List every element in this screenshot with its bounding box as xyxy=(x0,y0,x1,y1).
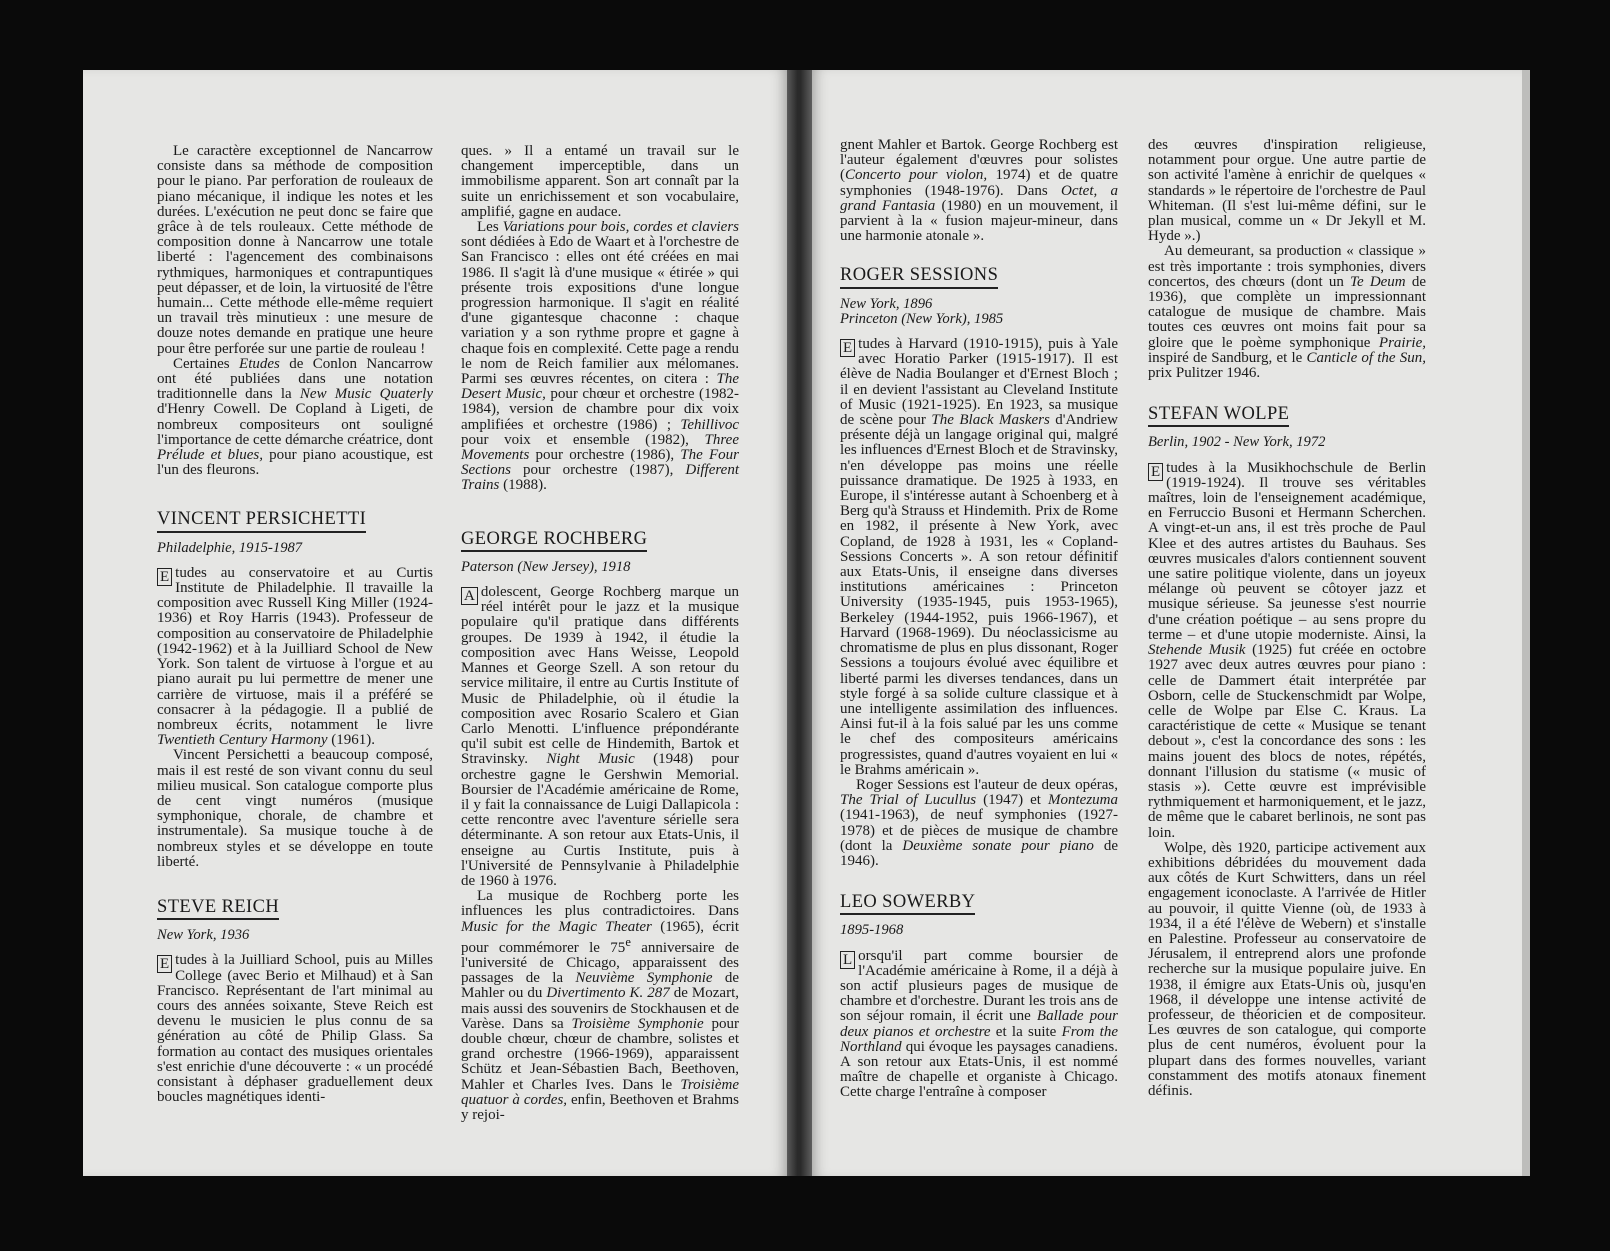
heading-rochberg: GEORGE ROCHBERG xyxy=(461,532,647,552)
left-page xyxy=(83,70,787,1176)
dropcap: E xyxy=(1148,463,1163,481)
heading-sessions: ROGER SESSIONS xyxy=(840,268,998,288)
right-page xyxy=(812,70,1522,1176)
subtitle-persichetti: Philadelphie, 1915-1987 xyxy=(157,539,303,556)
rochberg-continued-paragraph: gnent Mahler et Bartok. George Rochberg est l'auteur également d'œuvres pour solistes (Concerto pour violon, 1974) et de quatre symphonies (1948-1976). Dans Octet, a grand Fantasia (1980) en un mouvement, il parvient à la « fusion majeur-mineur, dans une harmonie atonale ». xyxy=(840,137,1119,245)
page-edge xyxy=(1522,70,1530,1176)
reich-works-paragraph: Les Variations pour bois, cordes et claviers sont dédiées à Edo de Waart et à l'orchestre de San Francisco : elles ont été créées en mai 1986. Il s'agit là d'une musique « étirée » qui présente trois expositions d'une longue progression harmonique. Il s'agit en réalité d'une gigantesque chaconne : chaque variation y a son rythme propre et gagne à chaque fois en complexité. Cette page a rendu le nom de Reich familier aux mélomanes. Parmi ses œuvres récentes, on citera : The Desert Music, pour chœur et orchestre (1982-1984), version de chambre pour dix voix amplifiées et orchestre (1986) ; Tehillivoc pour voix et ensemble (1982), Three Movements pour orchestre (1986), The Four Sections pour orchestre (1987), Different Trains (1988). xyxy=(461,219,739,494)
sowerby-works-paragraph: Au demeurant, sa production « classique » est très importante : trois symphonies, divers concertos, des chœurs (dont un Te Deum de 1936), que complète un impressionnant catalogue de musique de chambre. Mais toutes ces œuvres ont moins fait pour sa gloire que le poème symphonique Prairie, inspiré de Sandburg, et le Canticle of the Sun, prix Pulitzer 1946. xyxy=(1148,243,1426,382)
subtitle-wolpe: Berlin, 1902 - New York, 1972 xyxy=(1148,434,1326,451)
heading-wolpe: STEFAN WOLPE xyxy=(1148,407,1289,427)
right-column-2 xyxy=(1148,138,1426,1099)
right-column-1 xyxy=(840,138,1118,1101)
rochberg-paragraph-1: A dolescent, George Rochberg marque un réel intérêt pour le jazz et la musique populaire qu'il pratique dans différents groupes. De 1939 à 1942, il étudie la composition avec Hans Weisse, Leopold Mannes et George Szell. A son retour du service militaire, il entre au Curtis Institute of Music de Philadelphie, où il étudie la composition avec Rosario Scalero et Gian Carlo Menotti. L'influence prépondérante qu'il subit est celle de Hindemith, Bartok et Stravinsky. Night Music (1948) pour orchestre gagne le Gershwin Memorial. Boursier de l'Académie américaine de Rome, il y fait la connaissance de Luigi Dallapicola : cette rencontre avec l'aventure sérielle sera déterminante. A son retour aux Etats-Unis, il enseigne au Curtis Institute, puis à l'Université de Pennsylvanie à Philadelphie de 1960 à 1976. xyxy=(461,584,739,889)
subtitle-sessions-birth: New York, 1896 xyxy=(840,295,933,312)
left-column-2 xyxy=(461,144,739,1123)
subtitle-reich: New York, 1936 xyxy=(157,927,250,944)
dropcap: E xyxy=(157,568,172,586)
dropcap: E xyxy=(157,955,172,973)
subtitle-sessions-death: Princeton (New York), 1985 xyxy=(840,310,1004,327)
left-column-1 xyxy=(157,144,433,1105)
reich-continued-paragraph: ques. » Il a entamé un travail sur le changement imperceptible, dans un immobilisme apparent. Son art connaît par la suite un enrichissement et son vocabulaire, amplifié, gagne en audace. xyxy=(461,143,739,220)
sowerby-paragraph-1: L orsqu'il part comme boursier de l'Académie américaine à Rome, il a déjà à son actif plusieurs pages de musique de chambre et d'orchestre. Durant les trois ans de son séjour romain, il écrit une Ballade pour deux pianos et orchestre et la suite From the Northland qui évoque les paysages canadiens. A son retour aux Etats-Unis, il est nommé maître de chapelle et organiste à Chicago. Cette charge l'entraîne à composer xyxy=(840,947,1119,1101)
subtitle-sowerby: 1895-1968 xyxy=(840,922,904,939)
wolpe-paragraph-2: Wolpe, dès 1920, participe activement aux exhibitions débridées du mouvement dada aux côtés de Kurt Schwitters, dans un réel engagement iconoclaste. A l'arrivée de Hitler au pouvoir, il quitte Vienne (où, de 1933 à 1934, il a été l'élève de Webern) et s'installe en Palestine. Professeur au conservatoire de Jérusalem, il entreprend alors une profonde recherche sur la musique populaire juive. En 1938, il émigre aux Etats-Unis où, jusqu'en 1968, il développe une intense activité de professeur, de théoricien et de compositeur. Les œuvres de son catalogue, qui comporte plus de cent numéros, évoluent pour la plupart dans des formes nouvelles, variant constamment des motifs atonaux finement définis. xyxy=(1148,839,1426,1099)
persichetti-paragraph-2: Vincent Persichetti a beaucoup composé, mais il est resté de son vivant connu du seul milieu musical. Son catalogue comporte plus de cent vingt numéros (musique symphonique, chorale, de chambre et instrumentale). Sa musique touche à de nombreux styles et se développe en toute liberté. xyxy=(157,747,433,870)
wolpe-paragraph-1: E tudes à la Musikhochschule de Berlin (1919-1924). Il trouve ses véritables maîtres, loin de l'enseignement académique, en Ferruccio Busoni et Hermann Scherchen. A vingt-et-un ans, il est très proche de Paul Klee et des autres artistes du Bauhaus. Ses œuvres musicales d'alors contiennent souvent une satire politique violente, dans un joyeux mélange où peuvent se côtoyer jazz et musique sérieuse. Sa jeunesse s'est nourrie d'une création poétique – au sens propre du terme – et d'une utopie moderniste. Ainsi, la Stehende Musik (1925) fut créée en octobre 1927 avec deux autres œuvres pour piano : celle de Dammert était interprétée par Osborn, celle de Stuckenschmidt par Wolpe, celle de Wolpe par Else C. Kraus. La caractéristique de cette « Musique se tenant debout », c'est la concordance des sons : les mains jouent des blocs de notes, répétés, donnant l'illusion du statisme (« music of stasis »). Cette œuvre est imprévisible rythmiquement et harmoniquement, et le jazz, de même que le cabaret berlinois, ne sont pas loin. xyxy=(1148,459,1426,841)
heading-persichetti: VINCENT PERSICHETTI xyxy=(157,512,366,532)
dropcap: L xyxy=(840,951,855,969)
dropcap: A xyxy=(461,587,478,605)
sowerby-continued-paragraph: des œuvres d'inspiration religieuse, notamment pour orgue. Une autre partie de son activité l'amène à enrichir de quelques « standards » le répertoire de l'orchestre de Paul Whiteman. (Il s'est lui-même défini, sur le plan musical, comme un « Dr Jekyll et M. Hyde ».) xyxy=(1148,137,1426,245)
sessions-paragraph-2: Roger Sessions est l'auteur de deux opéras, The Trial of Lucullus (1947) et Montezuma (1941-1963), de neuf symphonies (1927-1978) et de pièces de musique de chambre (dont la Deuxième sonate pour piano de 1946). xyxy=(840,776,1118,869)
sessions-paragraph-1: E tudes à Harvard (1910-1915), puis à Yale avec Horatio Parker (1915-1917). Il est élève de Nadia Boulanger et d'Ernest Bloch ; il en devient l'assistant au Cleveland Institute of Music (1921-1925). En 1923, sa musique de scène pour The Black Maskers d'Andriew présente déjà un langage original qui, malgré les influences d'Ernest Bloch et de Stravinsky, n'en développe pas moins une réelle puissance dramatique. De 1925 à 1933, en Europe, il s'intéresse autant à Schoenberg et à Berg qu'à Strauss et Hindemith. Prix de Rome en 1982, il présente à New York, avec Copland, de 1928 à 1931, les « Copland-Sessions Concerts ». A son retour définitif aux Etats-Unis, il enseigne dans diverses institutions américaines : Princeton University (1935-1945, puis 1953-1965), Berkeley (1944-1952, puis 1966-1967), et Harvard (1968-1969). Du néoclassicisme au chromatisme de plus en plus dissonant, Roger Sessions a toujours évolué avec équilibre et liberté parmi les diverses tendances, dans un style forgé à sa solide culture classique et à une intelligente assimilation des influences. Ainsi fut-il à la fois salué par les uns comme le chef des compositeurs américains progressistes, quand d'autres voyaient en lui « le Brahms américain ». xyxy=(840,336,1118,778)
persichetti-paragraph-1: E tudes au conservatoire et au Curtis Institute de Philadelphie. Il travaille la composition avec Russell King Miller (1924-1936) et Roy Harris (1943). Professeur de composition au conservatoire de Philadelphie (1942-1962) et à la Juilliard School de New York. Son talent de virtuose à l'orgue et au piano aurait pu lui permettre de mener une carrière de virtuose, mais il a préféré se consacrer à la pédagogie. Il a publié de nombreux écrits, notamment le livre Twentieth Century Harmony (1961). xyxy=(157,564,433,749)
nancarrow-paragraph-1: Le caractère exceptionnel de Nancarrow consiste dans sa méthode de composition pour le piano. Par perforation de rouleaux de piano mécanique, il indique les notes et les durées. L'exécution ne peut donc se faire que grâce à de tels rouleaux. Cette méthode de composition donne à Nancarrow une totale liberté : l'agencement des combinaisons rythmiques, harmoniques et contrapuntiques peut dépasser, et de loin, la virtuosité de l'être humain... Cette méthode elle-même requiert un travail très minutieux : une mesure de douze notes demande en pratique une heure pour être perforée sur une partie de rouleau ! xyxy=(157,143,433,357)
rochberg-paragraph-2: La musique de Rochberg porte les influences les plus contradictoires. Dans Music for the Magic Theater (1965), écrit pour commémorer le 75e anniversaire de l'université de Chicago, apparaissent des passages de la Neuvième Symphonie de Mahler ou du Divertimento K. 287 de Mozart, mais aussi des souvenirs de Stockhausen et de Varèse. Dans sa Troisième Symphonie pour double chœur, chœur de chambre, solistes et grand orchestre (1966-1969), apparaissent Schütz et Jean-Sébastien Bach, Beethoven, Mahler et Charles Ives. Dans le Troisième quatuor à cordes, enfin, Beethoven et Brahms y rejoi- xyxy=(461,888,740,1123)
heading-reich: STEVE REICH xyxy=(157,900,279,920)
heading-sowerby: LEO SOWERBY xyxy=(840,895,975,915)
subtitle-rochberg: Paterson (New Jersey), 1918 xyxy=(461,558,631,575)
dropcap: E xyxy=(840,339,855,357)
reich-paragraph-1: E tudes à la Juilliard School, puis au Milles College (avec Berio et Milhaud) et à San Francisco. Représentant de l'art minimal au cours des années soixante, Steve Reich est devenu le musicien le plus connu de sa génération au côté de Philip Glass. Sa formation au contact des musiques orientales s'est enrichie d'une découverte : « un procédé consistant à déphaser graduellement deux boucles magnétiques identi- xyxy=(157,952,433,1106)
book-gutter xyxy=(783,70,815,1176)
nancarrow-paragraph-2: Certaines Etudes de Conlon Nancarrow ont été publiées dans une notation traditionnelle dans la New Music Quaterly d'Henry Cowell. De Copland à Ligeti, de nombreux compositeurs ont souligné l'importance de cette démarche créatrice, dont Prélude et blues, pour piano acoustique, est l'un des fleurons. xyxy=(157,355,433,479)
